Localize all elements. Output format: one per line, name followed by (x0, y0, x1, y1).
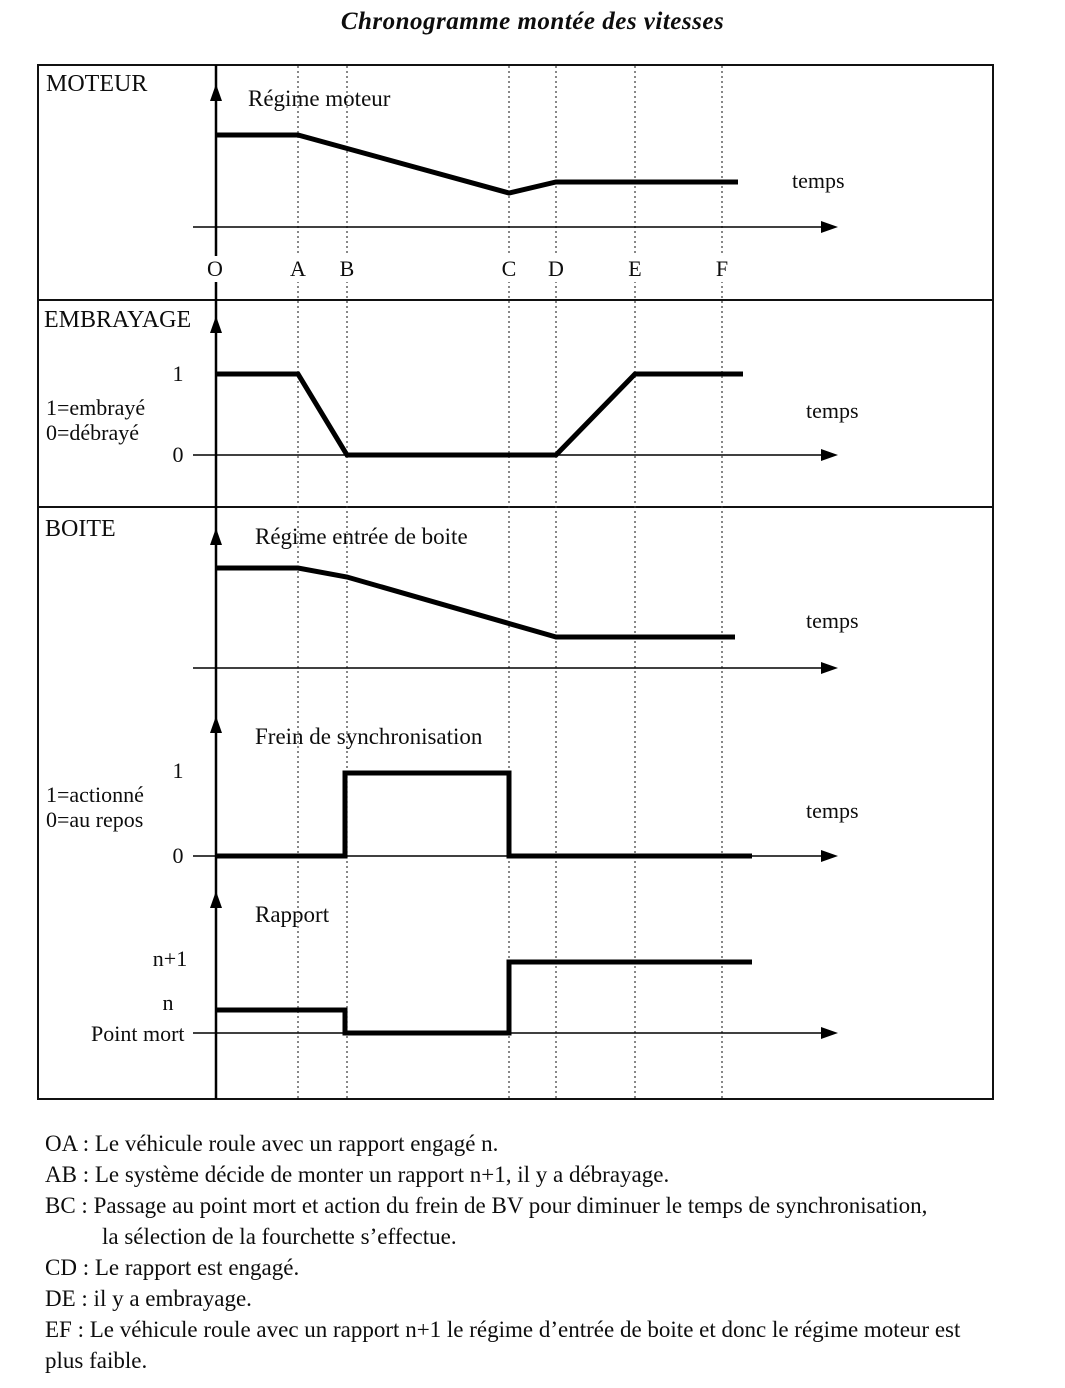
level-label-frein-1: 1 (172, 758, 184, 783)
time-marker-D: D (544, 256, 568, 282)
time-axis-label-embrayage: temps (806, 398, 859, 423)
note-line: AB : Le système décide de monter un rapport n+1, il y a débrayage. (45, 1162, 670, 1187)
legend-actionne: 1=actionné (46, 782, 144, 807)
section-label-embrayage: EMBRAYAGE (44, 307, 192, 333)
note-line: EF : Le véhicule roule avec un rapport n+1 le régime d’entrée de boite et donc le régime moteur est (45, 1317, 961, 1342)
page-title: Chronogramme montée des vitesses (340, 8, 725, 35)
time-marker-E: E (624, 256, 645, 282)
note-line: plus faible. (45, 1348, 148, 1373)
time-marker-F: F (712, 256, 732, 282)
legend-debraye: 0=débrayé (46, 420, 140, 445)
note-line: DE : il y a embrayage. (45, 1286, 252, 1311)
chart-title-rapport: Rapport (255, 902, 330, 927)
level-label-frein-0: 0 (172, 843, 184, 868)
notes-block (45, 1128, 1035, 1376)
level-label-n: n (162, 990, 174, 1015)
legend-au-repos: 0=au repos (46, 807, 144, 832)
level-label-point-mort: Point mort (91, 1021, 185, 1046)
time-marker-O: O (203, 256, 227, 282)
time-axis-label-boite-entree: temps (806, 608, 859, 633)
signal-regime-moteur (216, 135, 738, 193)
level-label-embrayage-0: 0 (172, 442, 184, 467)
chart-title-regime-moteur: Régime moteur (248, 86, 391, 111)
signal-rapport (216, 962, 752, 1033)
section-label-moteur: MOTEUR (46, 71, 148, 97)
signal-embrayage (216, 374, 743, 455)
chart-title-regime-entree-boite: Régime entrée de boite (255, 524, 468, 549)
level-label-n-plus-1: n+1 (152, 946, 188, 971)
signal-regime-entree-boite (216, 568, 735, 637)
time-marker-C: C (498, 256, 521, 282)
time-marker-B: B (336, 256, 359, 282)
level-label-embrayage-1: 1 (172, 361, 184, 386)
time-axis-label-moteur: temps (792, 168, 845, 193)
signal-frein-synchronisation (216, 773, 752, 856)
note-line: la sélection de la fourchette s’effectue. (102, 1224, 457, 1249)
note-line: BC : Passage au point mort et action du frein de BV pour diminuer le temps de synchronisation, (45, 1193, 928, 1218)
chart-title-frein-synchronisation: Frein de synchronisation (255, 724, 483, 749)
time-axis-label-frein: temps (806, 798, 859, 823)
note-line: OA : Le véhicule roule avec un rapport engagé n. (45, 1131, 499, 1156)
section-label-boite: BOITE (45, 516, 116, 542)
legend-embraye: 1=embrayé (46, 395, 146, 420)
time-marker-A: A (286, 256, 310, 282)
note-line: CD : Le rapport est engagé. (45, 1255, 300, 1280)
